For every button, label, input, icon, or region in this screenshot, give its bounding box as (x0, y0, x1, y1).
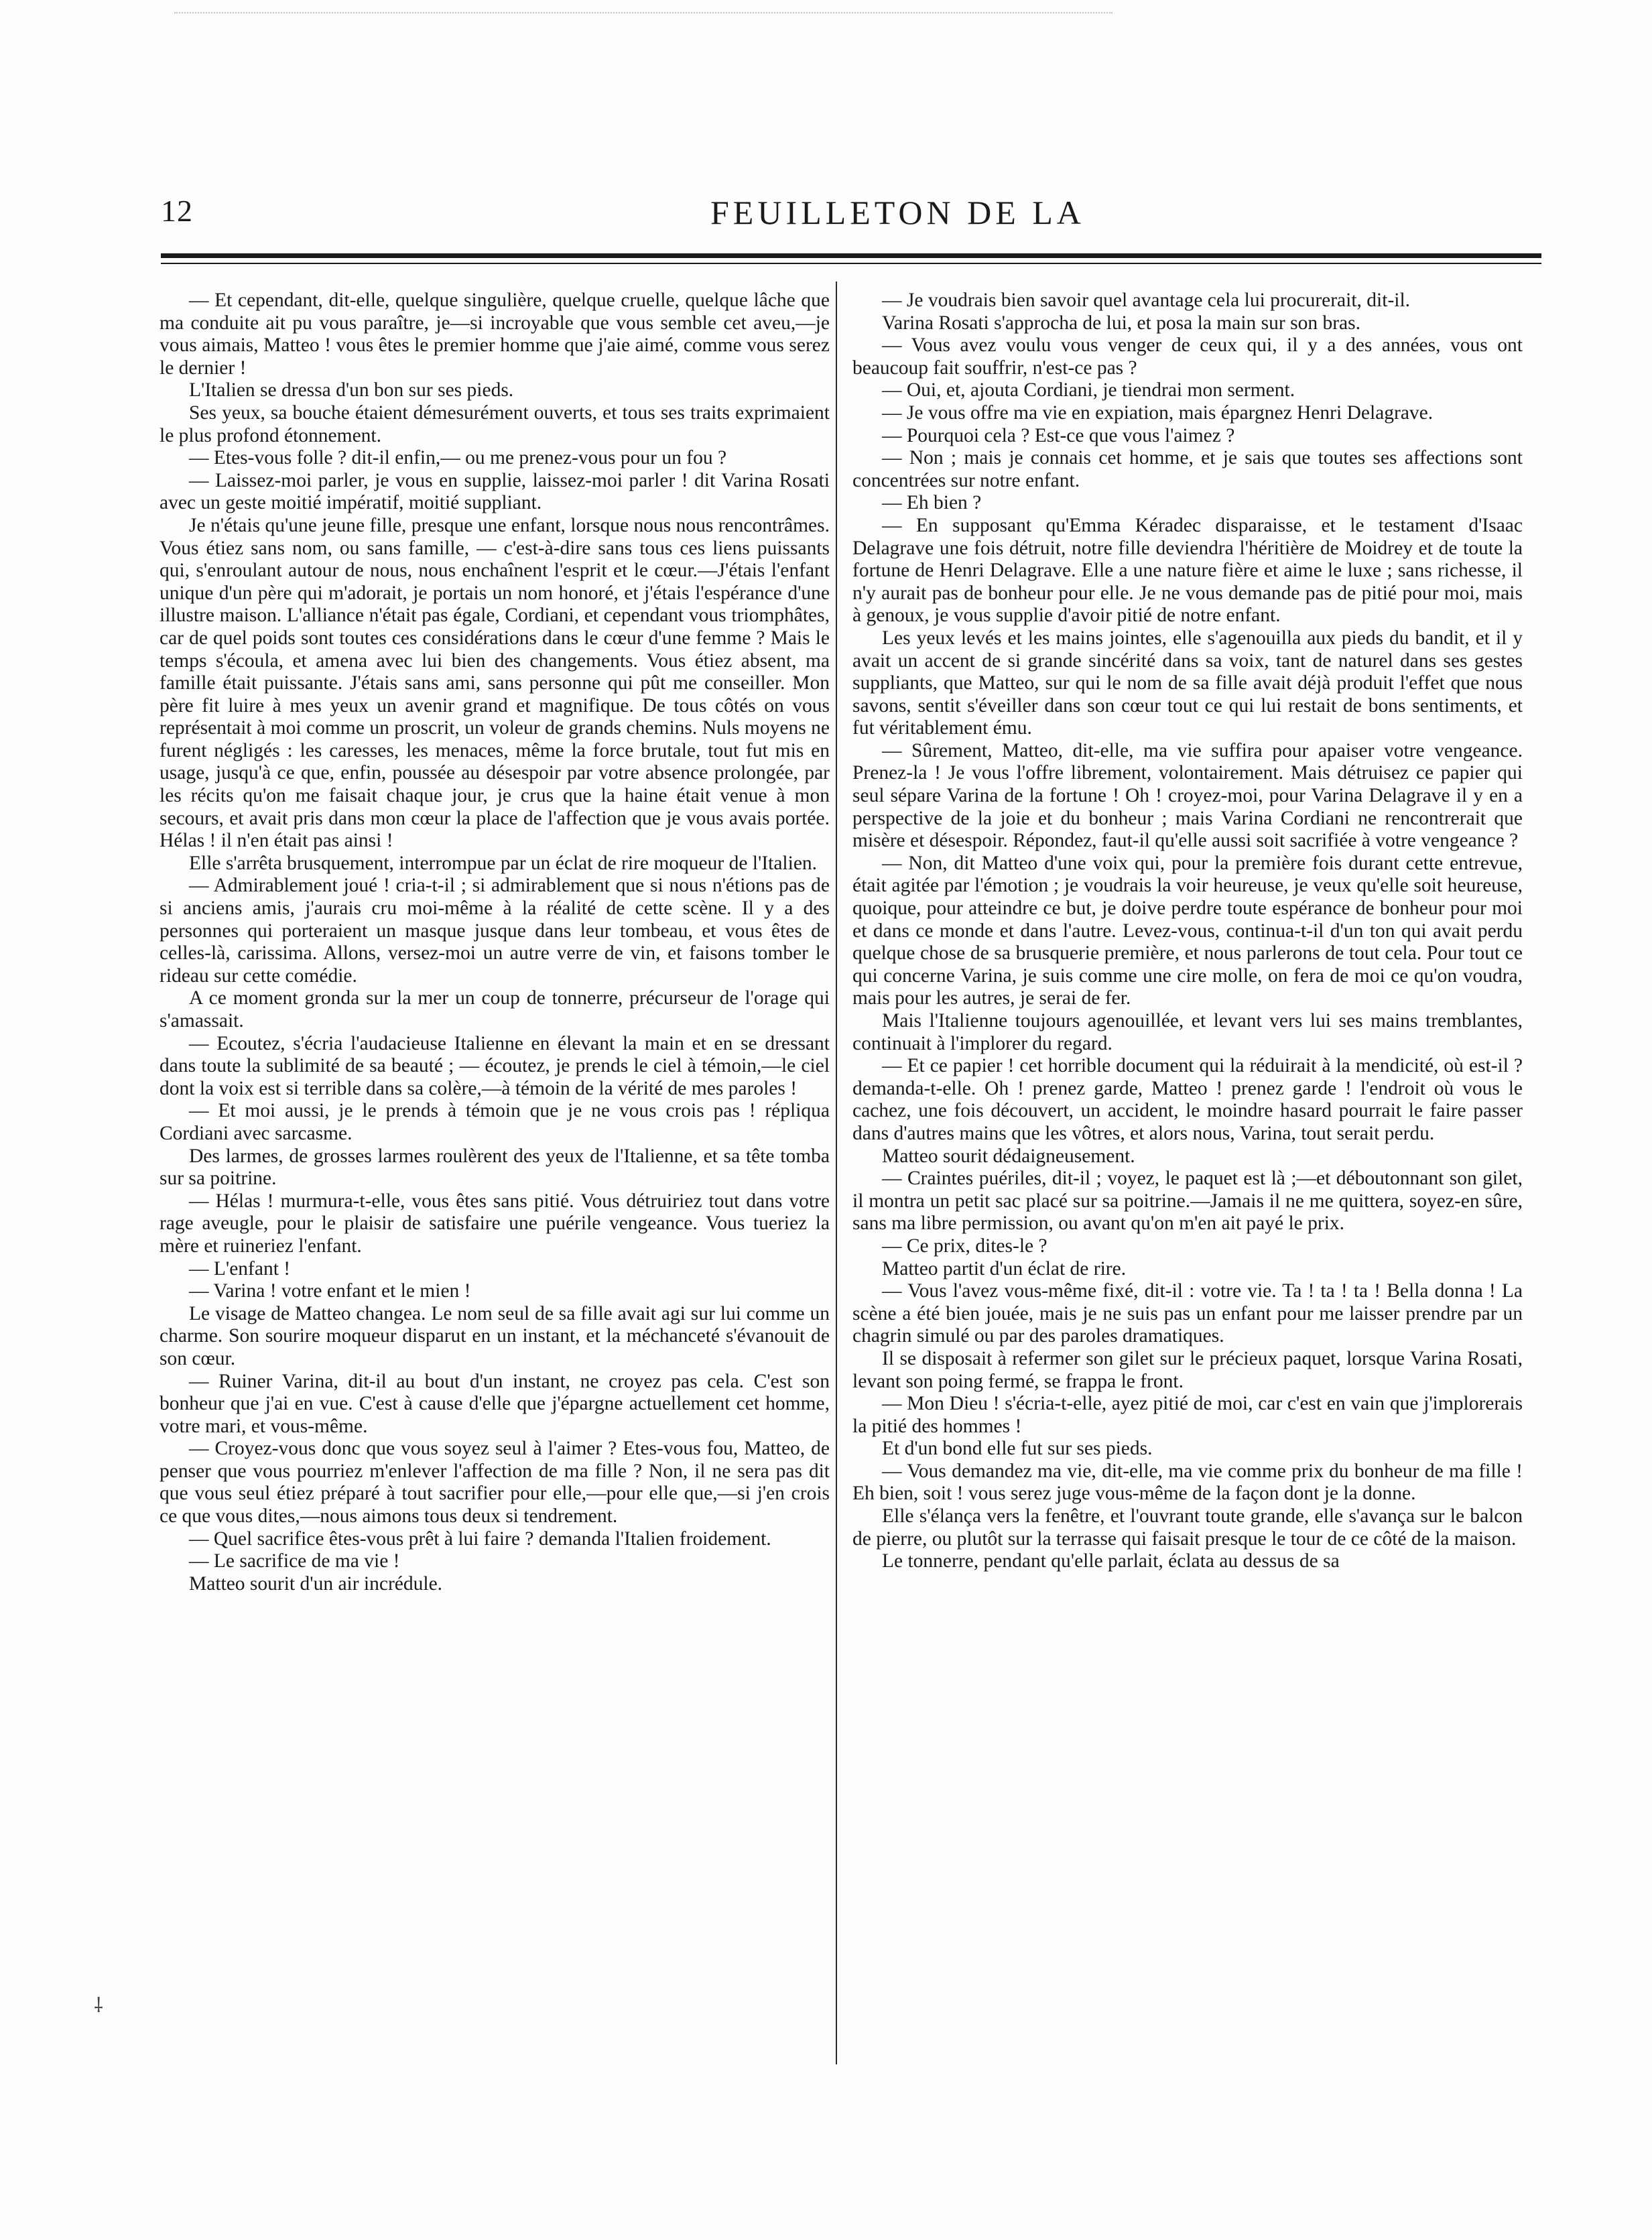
paragraph: — Vous l'avez vous-même fixé, dit-il : votre vie. Ta ! ta ! ta ! Bella donna ! La scène a été bien jouée, mais je ne suis pas un enfant pour me laisser prendre par un chagrin simulé ou par des paroles dramatiques. (852, 1280, 1523, 1347)
left-column (160, 290, 830, 1595)
paragraph: — Et ce papier ! cet horrible document qui la réduirait à la mendicité, où est-il ? demanda-t-elle. Oh ! prenez garde, Matteo ! prenez garde ! l'endroit où vous le cachez, une fois découvert, un accident, le moindre hasard pourrait le faire passer dans d'autres mains que les vôtres, et alors nous, Varina, tout serait perdu. (852, 1055, 1523, 1144)
paragraph: Les yeux levés et les mains jointes, elle s'agenouilla aux pieds du bandit, et il y avait un accent de si grande sincérité dans sa voix, tant de naturel dans ses gestes suppliants, que Matteo, sur qui le nom de sa fille avait déjà produit l'effet que nous savons, sentit s'éveiller dans son cœur tout ce qui lui restait de bons sentiments, et fut véritablement ému. (852, 627, 1523, 739)
header-rule-thin (161, 263, 1541, 264)
paragraph: — Eh bien ? (882, 492, 982, 514)
paragraph: — L'enfant ! (189, 1257, 291, 1280)
paragraph: — Quel sacrifice êtes-vous prêt à lui faire ? demanda l'Italien froidement. (189, 1528, 771, 1550)
paragraph: — En supposant qu'Emma Kéradec disparaisse, et le testament d'Isaac Delagrave une fois détruit, notre fille deviendra l'héritière de Moidrey et de toute la fortune de Henri Delagrave. Elle a une nature fière et aime le luxe ; sans richesse, il n'y aurait pas de bonheur pour elle. Je ne vous demande pas de pitié pour moi, mais à genoux, je vous supplie d'avoir pitié de notre enfant. (852, 514, 1523, 627)
paragraph: — Non ; mais je connais cet homme, et je sais que toutes ses affections sont concentrées sur notre enfant. (852, 447, 1523, 491)
paragraph: L'Italien se dressa d'un bon sur ses pieds. (189, 379, 514, 401)
paragraph: — Et moi aussi, je le prends à témoin que je ne vous crois pas ! répliqua Cordiani avec sarcasme. (160, 1100, 830, 1144)
paragraph: — Hélas ! murmura-t-elle, vous êtes sans pitié. Vous détruiriez tout dans votre rage aveugle, pour le plaisir de satisfaire une puérile vengeance. Vous tueriez la mère et ruineriez l'enfant. (160, 1190, 830, 1257)
paragraph: Le visage de Matteo changea. Le nom seul de sa fille avait agi sur lui comme un charme. Son sourire moqueur disparut en un instant, et la méchanceté s'évanouit de son cœur. (160, 1302, 830, 1369)
paragraph: — Pourquoi cela ? Est-ce que vous l'aimez ? (882, 424, 1235, 446)
paragraph: Le tonnerre, pendant qu'elle parlait, éclata au dessus de sa (882, 1550, 1340, 1572)
page-number: 12 (161, 194, 193, 228)
header-rule-thick (161, 253, 1541, 258)
paragraph: — Et cependant, dit-elle, quelque singulière, quelque cruelle, quelque lâche que ma conduite ait pu vous paraître, je—si incroyable que vous semble cet aveu,—je vous aimais, Matteo ! vous êtes le premier homme que j'aie aimé, comme vous serez le dernier ! (160, 290, 830, 379)
paragraph: — Je vous offre ma vie en expiation, mais épargnez Henri Delagrave. (882, 401, 1434, 424)
paragraph: Mais l'Italienne toujours agenouillée, et levant vers lui ses mains tremblantes, continuait à l'implorer du regard. (852, 1010, 1523, 1054)
paragraph: — Le sacrifice de ma vie ! (189, 1550, 400, 1572)
scan-noise-top (174, 12, 1113, 20)
paragraph: — Non, dit Matteo d'une voix qui, pour la première fois durant cette entrevue, était agitée par l'émotion ; je voudrais la voir heureuse, je veux qu'elle soit heureuse, quoique, pour atteindre ce but, je doive perdre toute espérance de bonheur pour moi et dans ce monde et dans l'autre. Levez-vous, continua-t-il d'un ton qui avait perdu quelque chose de sa brusquerie première, et nous parlerons de tout cela. Pour tout ce qui concerne Varina, je suis comme une cire molle, on fera de moi ce qu'on voudra, mais pour les autres, je serai de fer. (852, 852, 1523, 1009)
column-divider (836, 282, 837, 2064)
right-column (852, 290, 1523, 1573)
paragraph: — Etes-vous folle ? dit-il enfin,— ou me prenez-vous pour un fou ? (189, 447, 727, 469)
paragraph: — Oui, et, ajouta Cordiani, je tiendrai mon serment. (882, 379, 1295, 401)
paragraph: Elle s'arrêta brusquement, interrompue par un éclat de rire moqueur de l'Italien. (189, 852, 818, 874)
paragraph: — Laissez-moi parler, je vous en supplie, laissez-moi parler ! dit Varina Rosati avec un geste moitié impératif, moitié suppliant. (160, 469, 830, 514)
paragraph: — Ce prix, dites-le ? (882, 1235, 1047, 1257)
paragraph: Il se disposait à refermer son gilet sur le précieux paquet, lorsque Varina Rosati, levant son poing fermé, se frappa le front. (852, 1347, 1523, 1392)
paragraph: — Vous demandez ma vie, dit-elle, ma vie comme prix du bonheur de ma fille ! Eh bien, soit ! vous serez juge vous-même de la façon dont je la donne. (852, 1460, 1523, 1505)
paragraph: — Varina ! votre enfant et le mien ! (189, 1280, 471, 1302)
paragraph: Elle s'élança vers la fenêtre, et l'ouvrant toute grande, elle s'avança sur le balcon de pierre, ou plutôt sur la terrasse qui faisait presque le tour de ce côté de la maison. (852, 1505, 1523, 1550)
paragraph: — Je voudrais bien savoir quel avantage cela lui procurerait, dit-il. (882, 290, 1411, 311)
paragraph: — Craintes puériles, dit-il ; voyez, le paquet est là ;—et déboutonnant son gilet, il montra un petit sac placé sur sa poitrine.—Jamais il ne me quittera, soyez-en sûre, sans ma libre permission, ou avant qu'on m'en ait payé le prix. (852, 1168, 1523, 1235)
paragraph: — Mon Dieu ! s'écria-t-elle, ayez pitié de moi, car c'est en vain que j'implorerais la pitié des hommes ! (852, 1393, 1523, 1437)
paragraph: Des larmes, de grosses larmes roulèrent des yeux de l'Italienne, et sa tête tomba sur sa poitrine. (160, 1145, 830, 1190)
paragraph: Je n'étais qu'une jeune fille, presque une enfant, lorsque nous nous rencontrâmes. Vous étiez sans nom, ou sans famille, — c'est-à-dire sans tous ces liens puissants qui, s'enroulant autour de nous, nous enchaînent l'esprit et le cœur.—J'étais l'enfant unique d'un père qui m'adorait, je portais un nom honoré, et j'étais l'espérance d'une illustre maison. L'alliance n'était pas égale, Cordiani, et cependant vous triomphâtes, car de quel poids sont toutes ces considérations dans le cœur d'une femme ? Mais le temps s'écoula, et amena avec lui bien des changements. Vous étiez absent, ma famille était puissante. J'étais sans ami, sans personne qui pût me conseiller. Mon père fit luire à mes yeux un avenir grand et magnifique. De tous côtés on vous représentait à moi comme un proscrit, un voleur de grands chemins. Nuls moyens ne furent négligés : les caresses, les menaces, même la force brutale, tout fut mis en usage, jusqu'à ce que, enfin, poussée au désespoir par votre absence prolongée, par les récits qu'on me faisait chaque jour, je crus que la haine était venue à mon secours, et avait pris dans mon cœur la place de l'affection que je vous avais portée. Hélas ! il n'en était pas ainsi ! (160, 514, 830, 852)
page-header (161, 193, 1541, 233)
paragraph: — Croyez-vous donc que vous soyez seul à l'aimer ? Etes-vous fou, Matteo, de penser que vous pourriez m'enlever l'affection de ma fille ? Non, il ne sera pas dit que vous seul étiez préparé à tout sacrifier pour elle,—pour elle que,—si j'en crois ce que vous dites,—nous aimons tous deux si tendrement. (160, 1438, 830, 1528)
paragraph: A ce moment gronda sur la mer un coup de tonnerre, précurseur de l'orage qui s'amassait. (160, 987, 830, 1032)
paragraph: Ses yeux, sa bouche étaient démesurément ouverts, et tous ses traits exprimaient le plus profond étonnement. (160, 401, 830, 446)
running-title: FEUILLETON DE LA (710, 194, 1085, 231)
paragraph: — Admirablement joué ! cria-t-il ; si admirablement que si nous n'étions pas de si anciens amis, j'aurais cru moi-même à la réalité de cette scène. Il y a des personnes qui porteraient un masque jusque dans leur tombeau, et vous êtes de celles-là, carissima. Allons, versez-moi un autre verre de vin, et faisons tomber le rideau sur cette comédie. (160, 875, 830, 987)
paragraph: Matteo sourit dédaigneusement. (882, 1145, 1135, 1167)
paragraph: Et d'un bond elle fut sur ses pieds. (882, 1438, 1153, 1460)
paragraph: Varina Rosati s'approcha de lui, et posa la main sur son bras. (882, 312, 1360, 334)
paragraph: — Ruiner Varina, dit-il au bout d'un instant, ne croyez pas cela. C'est son bonheur que j'ai en vue. C'est à cause d'elle que j'épargne actuellement cet homme, votre mari, et vous-même. (160, 1370, 830, 1437)
paragraph: Matteo sourit d'un air incrédule. (189, 1572, 443, 1595)
paragraph: Matteo partit d'un éclat de rire. (882, 1257, 1127, 1280)
paragraph: — Sûrement, Matteo, dit-elle, ma vie suffira pour apaiser votre vengeance. Prenez-la ! Je vous l'offre librement, volontairement. Mais détruisez ce papier qui seul sépare Varina de la fortune ! Oh ! croyez-moi, pour Varina Delagrave il y en a perspective de la joie et du bonheur ; mais Varina Cordiani ne rencontrerait que misère et désespoir. Répondez, faut-il qu'elle aussi soit sacrifiée à votre vengeance ? (852, 739, 1523, 852)
paragraph: — Ecoutez, s'écria l'audacieuse Italienne en élevant la main et en se dressant dans toute la sublimité de sa beauté ; — écoutez, je prends le ciel à témoin,—le ciel dont la voix est si terrible dans sa colère,—à témoin de la vérité de mes paroles ! (160, 1032, 830, 1099)
paragraph: — Vous avez voulu vous venger de ceux qui, il y a des années, vous ont beaucoup fait souffrir, n'est-ce pas ? (852, 334, 1523, 379)
margin-mark-icon: ⸸ (94, 1995, 104, 2017)
